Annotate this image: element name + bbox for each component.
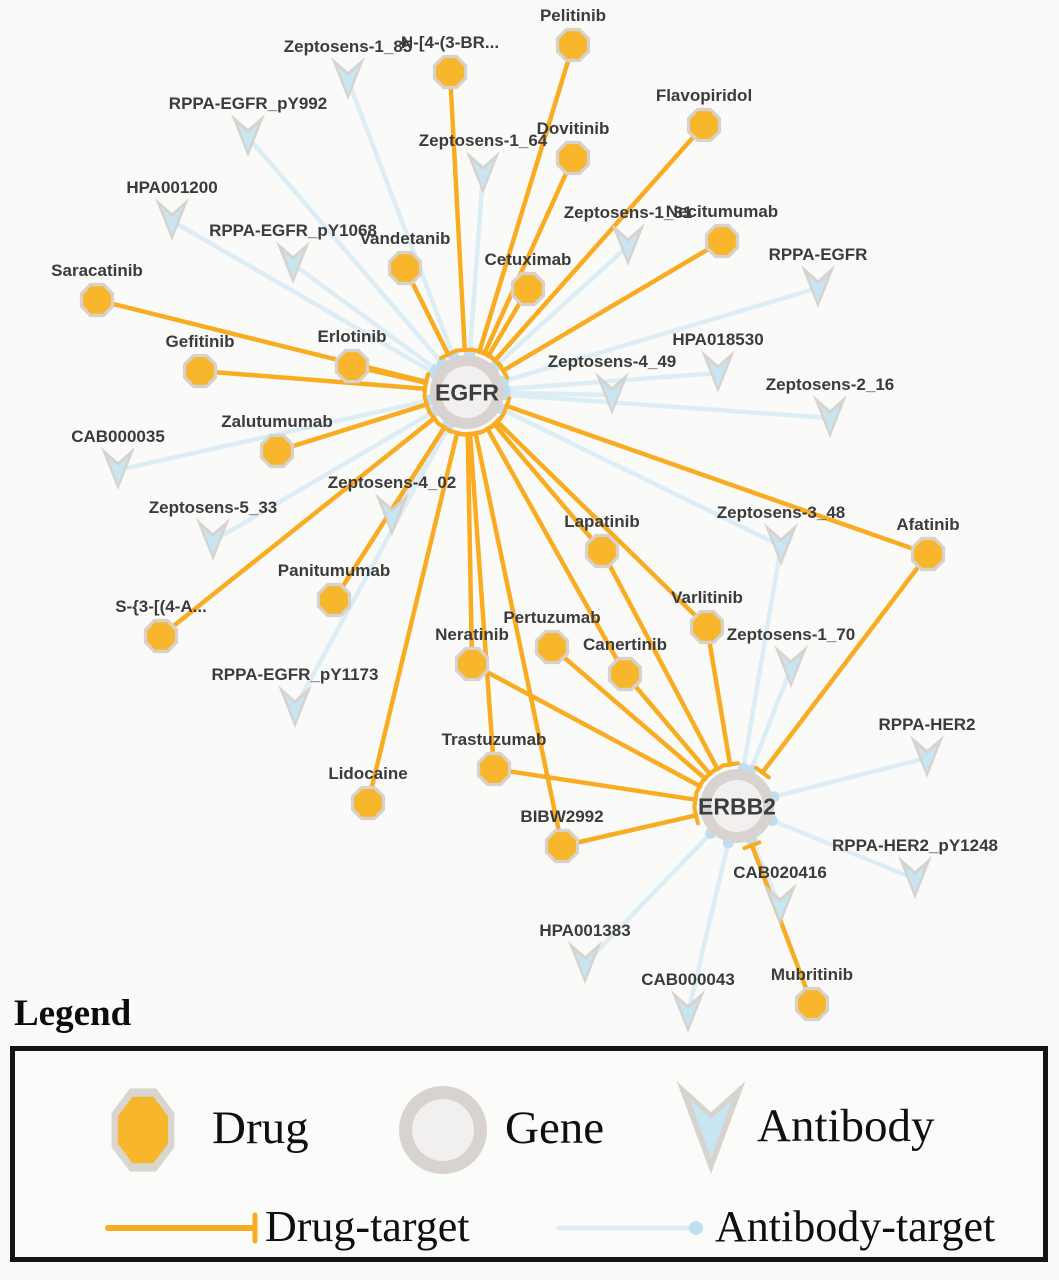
gene-node-egfr[interactable] bbox=[430, 355, 504, 429]
node-label-rppa-egfr-py1068: RPPA-EGFR_pY1068 bbox=[209, 221, 377, 240]
legend-box bbox=[10, 1046, 1048, 1262]
edge-zeptosens-3-48-erbb2 bbox=[738, 546, 781, 774]
drug-node-s-3-4-a[interactable] bbox=[144, 619, 178, 653]
node-label-cab000035: CAB000035 bbox=[71, 427, 165, 446]
node-label-cab000043: CAB000043 bbox=[641, 970, 735, 989]
drug-node-dovitinib[interactable] bbox=[556, 141, 590, 175]
node-label-zeptosens-4-02: Zeptosens-4_02 bbox=[327, 473, 457, 492]
node-label-mubritinib: Mubritinib bbox=[770, 965, 854, 984]
node-label-zeptosens-5-33: Zeptosens-5_33 bbox=[148, 498, 278, 517]
node-label-zalutumumab: Zalutumumab bbox=[221, 412, 333, 431]
antibody-node-rppa-her2-py1248[interactable] bbox=[898, 856, 932, 899]
gene-label-erbb2: ERBB2 bbox=[698, 793, 776, 820]
node-label-zeptosens-1-70: Zeptosens-1_70 bbox=[726, 625, 856, 644]
drug-node-bibw2992[interactable] bbox=[545, 829, 579, 863]
node-label-neratinib: Neratinib bbox=[435, 625, 509, 644]
node-label-rppa-her2: RPPA-HER2 bbox=[878, 715, 976, 734]
drug-node-pelitinib[interactable] bbox=[556, 28, 590, 62]
drug-node-n-4-3-br[interactable] bbox=[433, 55, 467, 89]
drug-node-varlitinib[interactable] bbox=[690, 610, 724, 644]
antibody-node-rppa-egfr-py1068[interactable] bbox=[276, 241, 310, 284]
node-label-saracatinib: Saracatinib bbox=[51, 261, 143, 280]
edge-zeptosens-1-64-egfr bbox=[464, 174, 483, 360]
drug-node-panitumumab[interactable] bbox=[317, 583, 351, 617]
antibody-node-zeptosens-3-48[interactable] bbox=[764, 523, 798, 566]
node-label-cab020416: CAB020416 bbox=[733, 863, 827, 882]
node-label-zeptosens-1-31: Zeptosens-1_31 bbox=[563, 203, 693, 222]
node-label-zeptosens-1-85: Zeptosens-1_85 bbox=[283, 37, 413, 56]
antibody-node-rppa-her2[interactable] bbox=[910, 735, 944, 778]
drug-node-trastuzumab[interactable] bbox=[477, 752, 511, 786]
antibody-node-hpa018530[interactable] bbox=[701, 350, 735, 393]
legend-label-gene: Gene bbox=[505, 1102, 605, 1154]
drug-node-zalutumumab[interactable] bbox=[260, 434, 294, 468]
node-label-zeptosens-2-16: Zeptosens-2_16 bbox=[765, 375, 895, 394]
legend-heading: Legend bbox=[14, 993, 132, 1034]
node-label-lapatinib: Lapatinib bbox=[564, 512, 640, 531]
node-label-canertinib: Canertinib bbox=[582, 635, 668, 654]
antibody-node-hpa001383[interactable] bbox=[568, 941, 602, 984]
node-label-pertuzumab: Pertuzumab bbox=[503, 608, 601, 627]
antibody-node-cab000043[interactable] bbox=[671, 990, 705, 1033]
drug-node-lidocaine[interactable] bbox=[351, 786, 385, 820]
node-label-hpa001383: HPA001383 bbox=[539, 921, 631, 940]
drug-node-necitumumab[interactable] bbox=[705, 224, 739, 258]
node-label-n-4-3-br: N-[4-(3-BR... bbox=[400, 33, 500, 52]
edge-rppa-her2-erbb2 bbox=[768, 758, 927, 802]
drug-node-neratinib[interactable] bbox=[455, 647, 489, 681]
antibody-target-edge-icon bbox=[553, 1213, 711, 1243]
legend-label-drug: Drug bbox=[212, 1102, 309, 1154]
drug-node-flavopiridol[interactable] bbox=[687, 108, 721, 142]
edge-varlitinib-erbb2 bbox=[707, 627, 738, 766]
node-label-rppa-egfr-py1173: RPPA-EGFR_pY1173 bbox=[211, 665, 379, 684]
node-label-s-3-4-a: S-{3-[(4-A... bbox=[115, 597, 207, 616]
antibody-node-zeptosens-1-85[interactable] bbox=[331, 57, 365, 100]
drug-node-erlotinib[interactable] bbox=[335, 349, 369, 383]
node-label-afatinib: Afatinib bbox=[896, 515, 960, 534]
node-label-bibw2992: BIBW2992 bbox=[520, 807, 604, 826]
legend-label-antibody: Antibody bbox=[757, 1100, 935, 1152]
node-label-zeptosens-3-48: Zeptosens-3_48 bbox=[716, 503, 846, 522]
drug-node-afatinib[interactable] bbox=[911, 537, 945, 571]
drug-target-edge-icon bbox=[100, 1211, 275, 1245]
edge-afatinib-erbb2 bbox=[756, 554, 928, 777]
node-label-hpa018530: HPA018530 bbox=[672, 330, 764, 349]
gene-label-egfr: EGFR bbox=[435, 379, 499, 406]
drug-node-canertinib[interactable] bbox=[608, 657, 642, 691]
edge-n-4-3-br-egfr bbox=[450, 72, 473, 350]
node-label-dovitinib: Dovitinib bbox=[536, 119, 610, 138]
node-label-hpa001200: HPA001200 bbox=[126, 178, 218, 197]
node-label-lidocaine: Lidocaine bbox=[328, 764, 408, 783]
node-label-flavopiridol: Flavopiridol bbox=[655, 86, 753, 105]
antibody-node-cab020416[interactable] bbox=[763, 883, 797, 926]
node-label-rppa-egfr: RPPA-EGFR bbox=[768, 245, 868, 264]
antibody-node-zeptosens-1-70[interactable] bbox=[774, 645, 808, 688]
node-label-necitumumab: Necitumumab bbox=[665, 202, 779, 221]
node-label-rppa-egfr-py992: RPPA-EGFR_pY992 bbox=[168, 94, 328, 113]
node-label-rppa-her2-py1248: RPPA-HER2_pY1248 bbox=[832, 836, 998, 855]
edge-trastuzumab-erbb2 bbox=[494, 769, 697, 808]
node-label-varlitinib: Varlitinib bbox=[671, 588, 743, 607]
drug-node-cetuximab[interactable] bbox=[511, 272, 545, 306]
antibody-node-zeptosens-1-64[interactable] bbox=[466, 151, 500, 194]
node-label-zeptosens-4-49: Zeptosens-4_49 bbox=[547, 352, 677, 371]
gene-icon bbox=[397, 1084, 489, 1176]
drug-node-lapatinib[interactable] bbox=[585, 534, 619, 568]
drug-node-vandetanib[interactable] bbox=[388, 251, 422, 285]
node-label-cetuximab: Cetuximab bbox=[484, 250, 572, 269]
antibody-node-hpa001200[interactable] bbox=[155, 198, 189, 241]
edge-hpa001383-erbb2 bbox=[585, 828, 716, 964]
antibody-icon bbox=[668, 1076, 754, 1186]
antibody-node-zeptosens-5-33[interactable] bbox=[196, 518, 230, 561]
node-label-trastuzumab: Trastuzumab bbox=[441, 730, 547, 749]
node-label-pelitinib: Pelitinib bbox=[539, 6, 607, 25]
drug-node-gefitinib[interactable] bbox=[183, 354, 217, 388]
node-label-vandetanib: Vandetanib bbox=[359, 229, 451, 248]
antibody-node-rppa-egfr[interactable] bbox=[801, 265, 835, 308]
drug-node-pertuzumab[interactable] bbox=[535, 630, 569, 664]
drug-icon bbox=[95, 1082, 191, 1178]
node-label-erlotinib: Erlotinib bbox=[317, 327, 387, 346]
drug-node-mubritinib[interactable] bbox=[795, 987, 829, 1021]
node-label-panitumumab: Panitumumab bbox=[277, 561, 391, 580]
antibody-node-rppa-egfr-py1173[interactable] bbox=[278, 685, 312, 728]
node-label-gefitinib: Gefitinib bbox=[165, 332, 235, 351]
edge-canertinib-erbb2 bbox=[625, 674, 716, 779]
drug-node-saracatinib[interactable] bbox=[80, 283, 114, 317]
legend-label-antibody-target: Antibody-target bbox=[715, 1202, 996, 1251]
node-label-zeptosens-1-64: Zeptosens-1_64 bbox=[418, 131, 548, 150]
legend-label-drug-target: Drug-target bbox=[265, 1202, 470, 1251]
